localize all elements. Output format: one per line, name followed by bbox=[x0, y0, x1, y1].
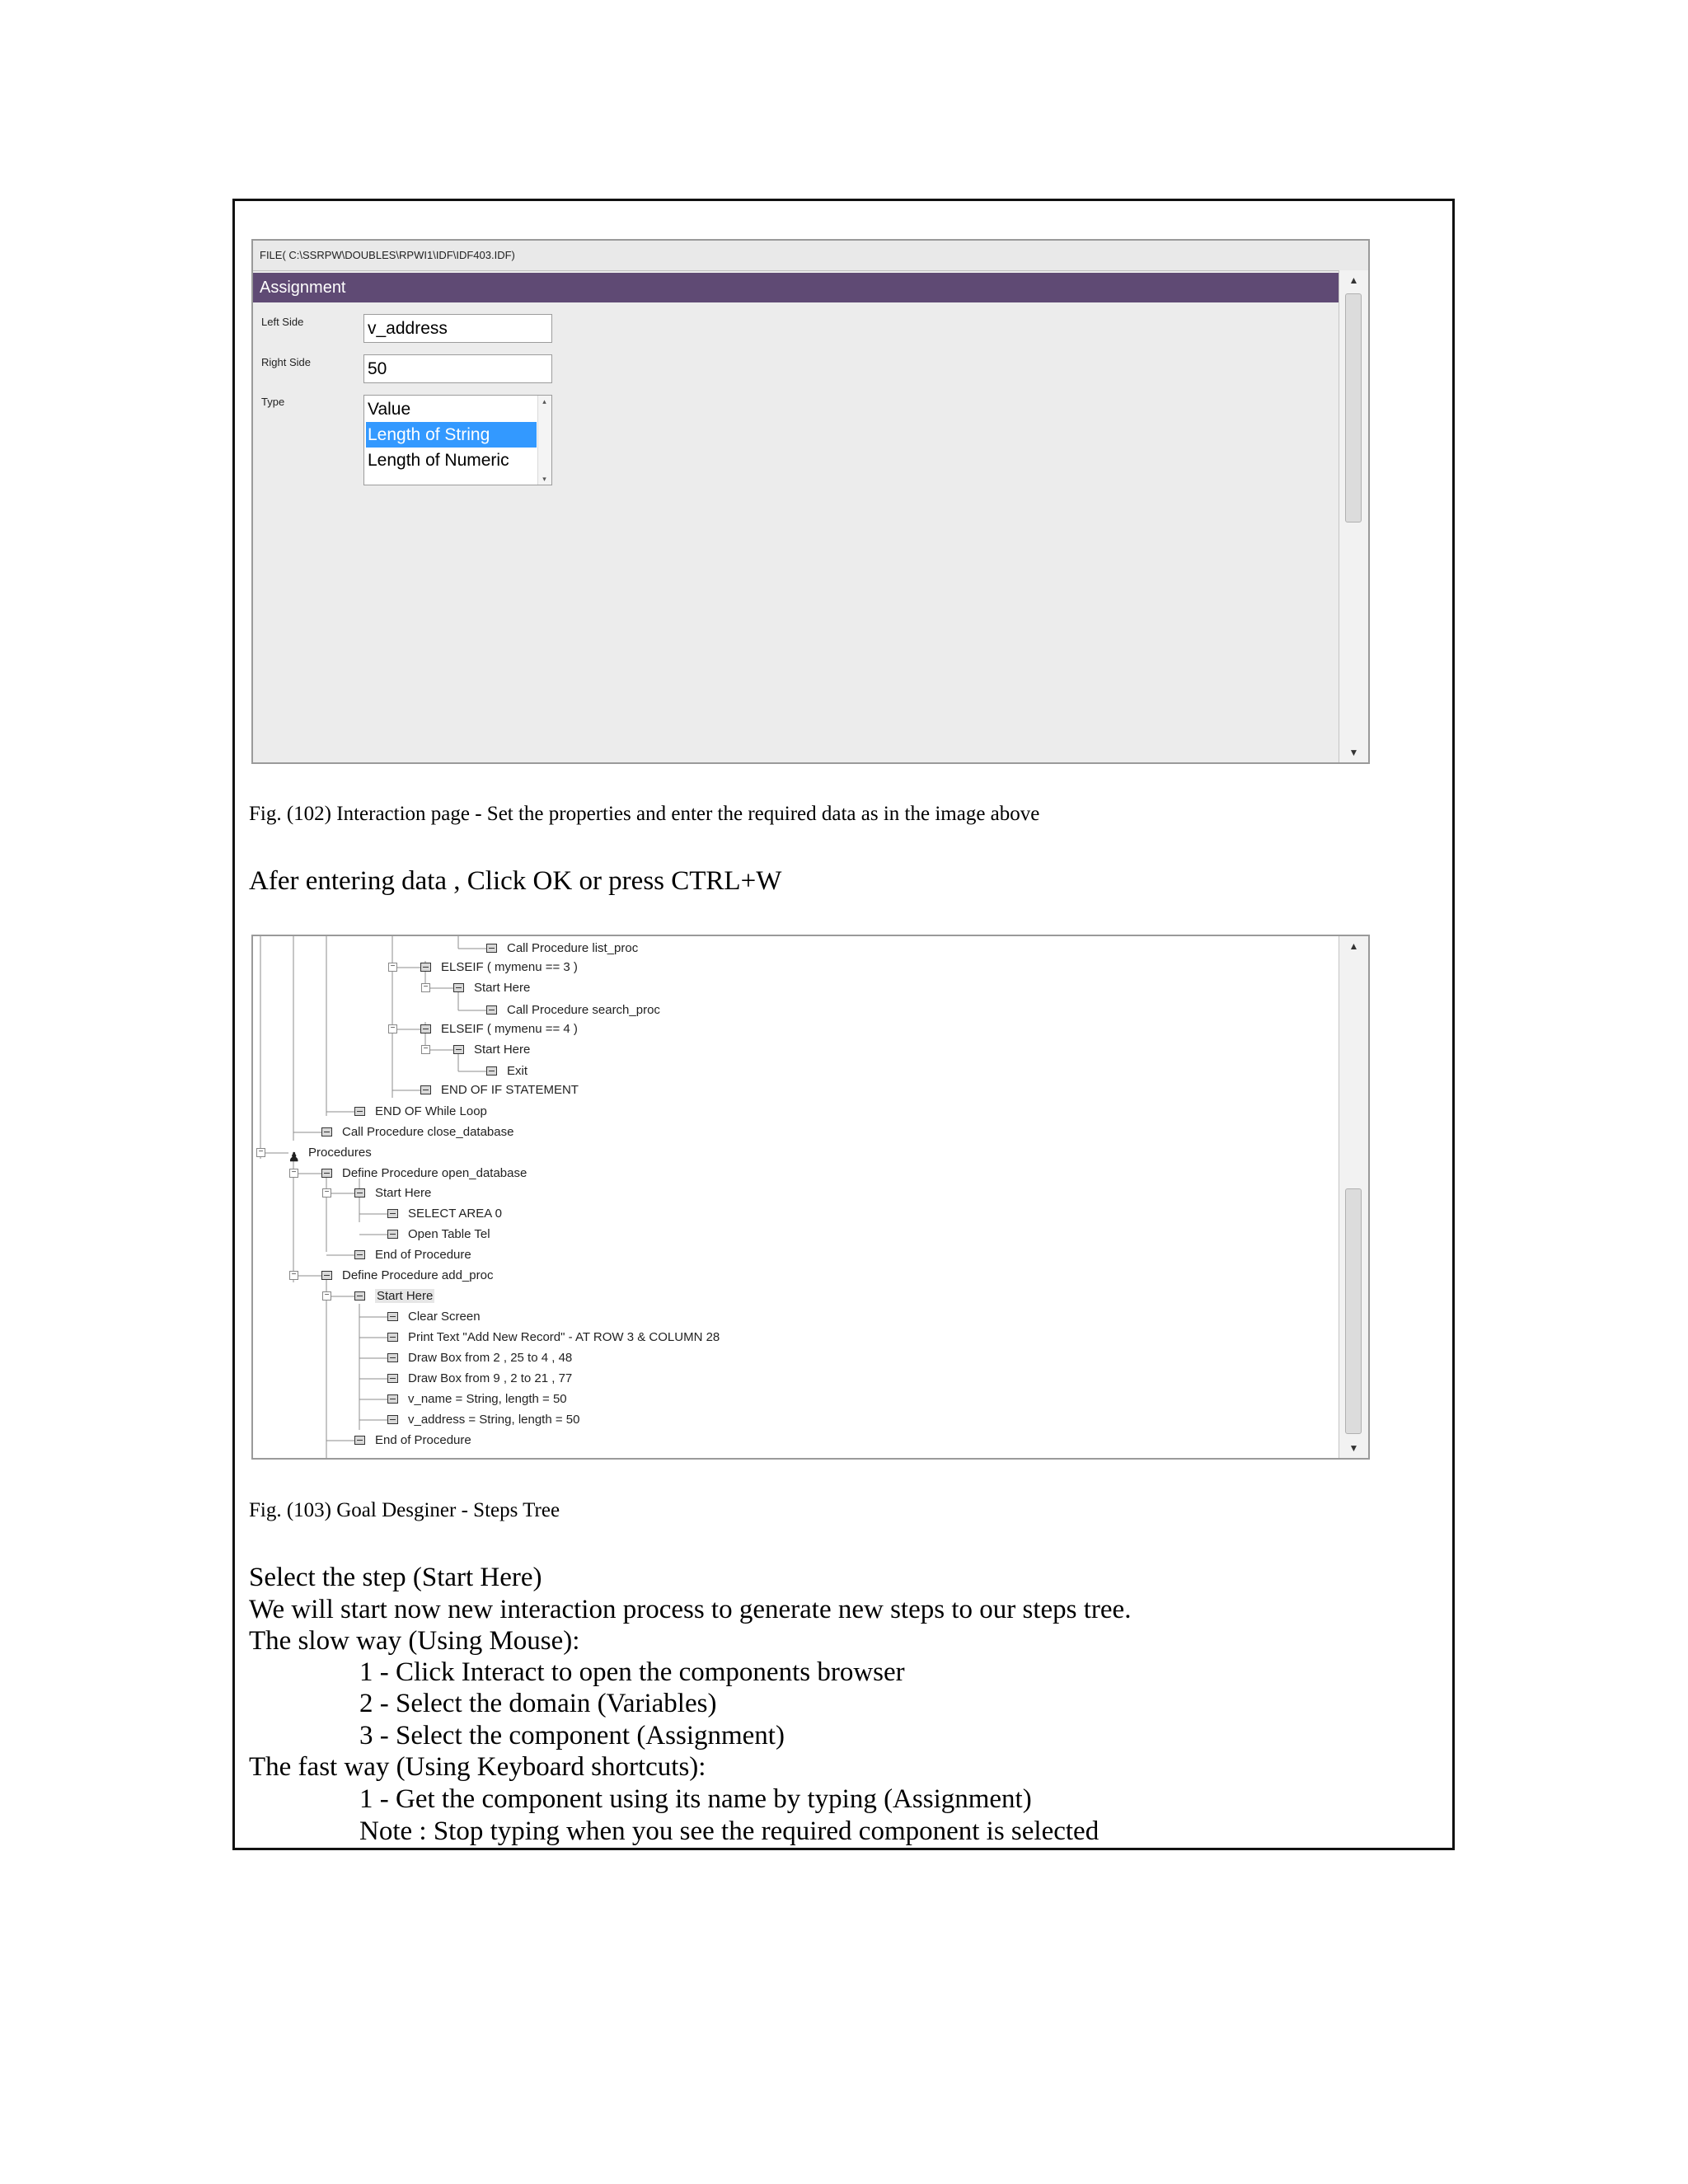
step-icon bbox=[486, 1066, 497, 1076]
tree-node[interactable]: ♟ Procedures bbox=[288, 1146, 372, 1165]
collapse-icon[interactable]: − bbox=[421, 983, 430, 992]
scroll-down-icon[interactable]: ▼ bbox=[1348, 1442, 1359, 1454]
fig102-caption: Fig. (102) Interaction page - Set the properties and enter the required data as in the image above bbox=[249, 803, 1040, 825]
scroll-up-icon[interactable]: ▲ bbox=[1348, 940, 1359, 952]
step-icon bbox=[387, 1394, 398, 1404]
instruction-line: The slow way (Using Mouse): bbox=[249, 1626, 580, 1656]
step-icon bbox=[321, 1271, 332, 1280]
scroll-down-icon[interactable]: ▾ bbox=[542, 475, 546, 483]
tree-node[interactable]: ELSEIF ( mymenu == 3 ) bbox=[420, 958, 578, 977]
tree-node[interactable]: Exit bbox=[486, 1062, 528, 1080]
collapse-icon[interactable]: − bbox=[289, 1169, 298, 1178]
tree-node[interactable]: Call Procedure list_proc bbox=[486, 940, 638, 958]
collapse-icon[interactable]: − bbox=[388, 1024, 397, 1033]
collapse-icon[interactable]: − bbox=[256, 1148, 265, 1157]
tree-node[interactable]: SELECT AREA 0 bbox=[387, 1205, 502, 1223]
tree-node[interactable]: ELSEIF ( mymenu == 4 ) bbox=[420, 1020, 578, 1038]
right-side-label: Right Side bbox=[261, 356, 311, 368]
collapse-icon[interactable]: − bbox=[322, 1188, 331, 1197]
collapse-icon[interactable]: − bbox=[388, 963, 397, 972]
fast-step-note: Note : Stop typing when you see the required component is selected bbox=[359, 1816, 1100, 1846]
left-side-input[interactable]: v_address bbox=[363, 314, 552, 343]
type-option-length-of-numeric[interactable]: Length of Numeric bbox=[368, 451, 509, 470]
tree-node[interactable]: END OF IF STATEMENT bbox=[420, 1081, 579, 1099]
tree-node[interactable]: Define Procedure add_proc bbox=[321, 1267, 493, 1285]
slow-step: 2 - Select the domain (Variables) bbox=[359, 1689, 717, 1718]
steps-tree-window bbox=[251, 935, 1370, 1460]
scroll-up-icon[interactable]: ▴ bbox=[542, 397, 546, 405]
step-icon bbox=[453, 983, 464, 992]
collapse-icon[interactable]: − bbox=[289, 1271, 298, 1280]
left-side-label: Left Side bbox=[261, 316, 304, 328]
right-side-input[interactable]: 50 bbox=[363, 354, 552, 383]
type-listbox[interactable] bbox=[363, 395, 552, 485]
tree-node[interactable]: Draw Box from 2 , 25 to 4 , 48 bbox=[387, 1349, 572, 1367]
fast-way-heading: The fast way (Using Keyboard shortcuts): bbox=[249, 1752, 706, 1782]
tree-node[interactable]: End of Procedure bbox=[354, 1432, 471, 1450]
step-icon bbox=[354, 1291, 365, 1301]
collapse-icon[interactable]: − bbox=[421, 1045, 430, 1054]
scroll-down-icon[interactable]: ▼ bbox=[1348, 747, 1359, 758]
tree-node[interactable]: Start Here bbox=[354, 1184, 431, 1202]
type-label: Type bbox=[261, 396, 285, 408]
assignment-title: Assignment bbox=[253, 273, 1339, 302]
scroll-up-icon[interactable]: ▲ bbox=[1348, 274, 1359, 286]
step-icon bbox=[387, 1333, 398, 1342]
step-icon bbox=[387, 1415, 398, 1424]
file-path-bar: FILE( C:\SSRPW\DOUBLES\RPWI1\IDF\IDF403.IDF) bbox=[253, 241, 1368, 271]
tree-node[interactable]: Draw Box from 9 , 2 to 21 , 77 bbox=[387, 1370, 572, 1388]
assignment-window bbox=[251, 239, 1370, 764]
slow-step: 3 - Select the component (Assignment) bbox=[359, 1721, 785, 1750]
step-icon bbox=[420, 963, 431, 972]
fast-step: 1 - Get the component using its name by typing (Assignment) bbox=[359, 1784, 1032, 1814]
step-icon bbox=[453, 1045, 464, 1054]
step-icon bbox=[387, 1353, 398, 1362]
step-icon bbox=[486, 1005, 497, 1015]
step-icon bbox=[387, 1374, 398, 1383]
step-icon bbox=[354, 1436, 365, 1445]
person-icon: ♟ bbox=[288, 1150, 300, 1165]
tree-scrollbar[interactable] bbox=[1339, 936, 1368, 1458]
window-scrollbar[interactable] bbox=[1339, 270, 1368, 762]
step-icon bbox=[387, 1209, 398, 1218]
tree-node[interactable]: v_name = String, length = 50 bbox=[387, 1390, 567, 1408]
slow-step: 1 - Click Interact to open the components browser bbox=[359, 1657, 905, 1687]
instruction-line: Select the step (Start Here) bbox=[249, 1563, 542, 1592]
step-icon bbox=[354, 1250, 365, 1259]
step-icon bbox=[321, 1127, 332, 1137]
step-icon bbox=[420, 1024, 431, 1033]
type-option-value[interactable]: Value bbox=[368, 400, 411, 419]
step-icon bbox=[387, 1230, 398, 1239]
tree-node[interactable]: Call Procedure close_database bbox=[321, 1123, 513, 1141]
tree-node[interactable]: v_address = String, length = 50 bbox=[387, 1411, 579, 1429]
tree-node[interactable]: END OF While Loop bbox=[354, 1103, 487, 1121]
scroll-thumb[interactable] bbox=[1345, 1188, 1362, 1434]
collapse-icon[interactable]: − bbox=[322, 1291, 331, 1301]
tree-node[interactable]: Open Table Tel bbox=[387, 1226, 490, 1244]
type-option-length-of-string[interactable]: Length of String bbox=[366, 422, 537, 448]
tree-node[interactable]: End of Procedure bbox=[354, 1246, 471, 1264]
type-list-scrollbar[interactable] bbox=[537, 396, 551, 485]
step-icon bbox=[354, 1188, 365, 1197]
after-entering-text: Afer entering data , Click OK or press CTRL+W bbox=[249, 866, 782, 896]
tree-node[interactable]: Start Here bbox=[453, 1041, 530, 1059]
instruction-line: We will start now new interaction process to generate new steps to our steps tree. bbox=[249, 1595, 1132, 1624]
tree-node-selected[interactable]: Start Here bbox=[354, 1287, 434, 1305]
fig103-caption: Fig. (103) Goal Desginer - Steps Tree bbox=[249, 1499, 560, 1521]
step-icon bbox=[387, 1312, 398, 1321]
tree-node[interactable]: Print Text "Add New Record" - AT ROW 3 & COLUMN 28 bbox=[387, 1329, 720, 1347]
scroll-thumb[interactable] bbox=[1345, 293, 1362, 523]
tree-node[interactable]: Define Procedure open_database bbox=[321, 1165, 527, 1183]
step-icon bbox=[420, 1085, 431, 1094]
step-icon bbox=[486, 944, 497, 953]
step-icon bbox=[354, 1107, 365, 1116]
tree-node[interactable]: Clear Screen bbox=[387, 1308, 481, 1326]
tree-node[interactable]: Start Here bbox=[453, 979, 530, 997]
step-icon bbox=[321, 1169, 332, 1178]
tree-node[interactable]: Call Procedure search_proc bbox=[486, 1001, 660, 1019]
